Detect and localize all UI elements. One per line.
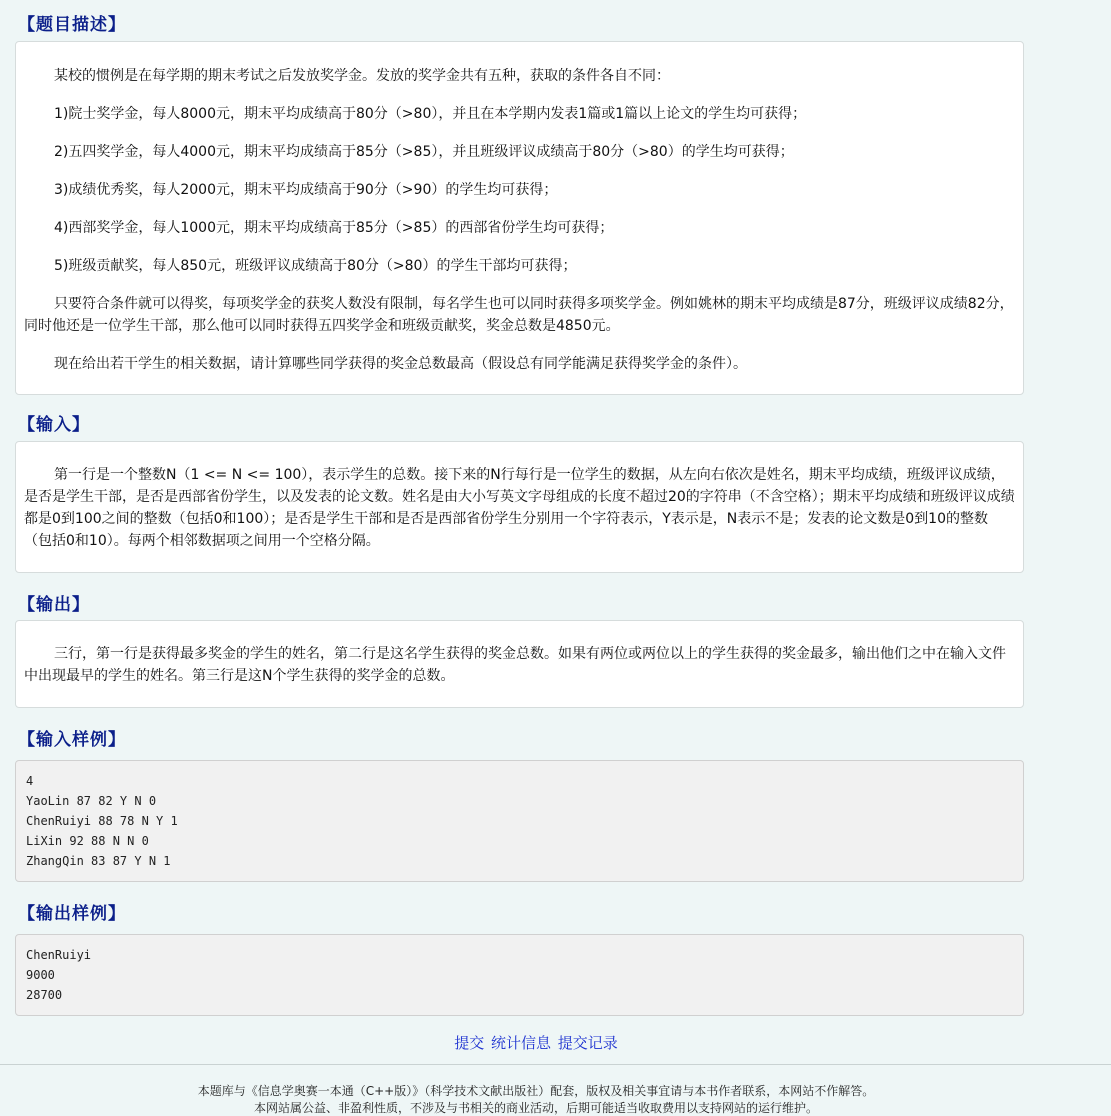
description-paragraph: 3)成绩优秀奖，每人2000元，期末平均成绩高于90分（>90）的学生均可获得； — [54, 182, 558, 198]
sample-input-line: LiXin 92 88 N N 0 — [26, 834, 149, 848]
output-title: 【输出】 — [18, 595, 90, 615]
statistics-link[interactable]: 统计信息 — [490, 1034, 551, 1052]
action-links — [0, 1032, 1072, 1053]
description-paragraph: 2)五四奖学金，每人4000元，期末平均成绩高于85分（>85），并且班级评议成绩高于80分（>80）的学生均可获得； — [54, 144, 794, 160]
description-paragraph: 1)院士奖学金，每人8000元，期末平均成绩高于80分（>80），并且在本学期内发表1篇或1篇以上论文的学生均可获得； — [54, 106, 807, 122]
description-paragraph: 现在给出若干学生的相关数据，请计算哪些同学获得的奖金总数最高（假设总有同学能满足获得奖学金的条件）。 — [54, 356, 747, 372]
description-paragraph: 5)班级贡献奖，每人850元，班级评议成绩高于80分（>80）的学生干部均可获得； — [54, 258, 577, 274]
sample-input-title: 【输入样例】 — [18, 730, 126, 750]
footer-divider — [0, 1064, 1111, 1065]
sample-output-line: ChenRuiyi — [26, 948, 92, 962]
description-paragraph: 4)西部奖学金，每人1000元，期末平均成绩高于85分（>85）的西部省份学生均可获得； — [54, 220, 614, 236]
submit-link[interactable]: 提交 — [454, 1034, 485, 1052]
input-title: 【输入】 — [18, 415, 90, 435]
input-text: 第一行是一个整数N（1 <= N <= 100），表示学生的总数。接下来的N行每行是一位学生的数据，从左向右依次是姓名，期末平均成绩，班级评议成绩，是否是学生干部，是否是西部省份学生，以及发表的论文数。姓名是由大小写英文字母组成的长度不超过20的字符串（不含空格）；期末平均成绩和班级评议成绩都是0到100之间的整数（包括0和100）；是否是学生干部和是否是西部省份学生分别用一个字符表示，Y表示是，N表示不是；发表的论文数是0到10的整数（包括0和10）。每两个相邻数据项之间用一个空格分隔。 — [24, 467, 1015, 549]
input-box — [15, 441, 1024, 573]
sample-output-line: 28700 — [26, 988, 63, 1002]
description-title: 【题目描述】 — [18, 15, 126, 35]
output-text: 三行，第一行是获得最多奖金的学生的姓名，第二行是这名学生获得的奖金总数。如果有两位或两位以上的学生获得的奖金最多，输出他们之中在输入文件中出现最早的学生的姓名。第三行是这N个学生获得的奖学金的总数。 — [24, 646, 1006, 684]
description-paragraph: 只要符合条件就可以得奖，每项奖学金的获奖人数没有限制，每名学生也可以同时获得多项奖学金。例如姚林的期末平均成绩是87分，班级评议成绩82分，同时他还是一位学生干部，那么他可以同时获得五四奖学金和班级贡献奖，奖金总数是4850元。 — [24, 296, 1014, 334]
sample-input-line: ZhangQin 83 87 Y N 1 — [26, 854, 171, 868]
sample-output-line: 9000 — [26, 968, 55, 982]
description-box — [15, 41, 1024, 395]
submission-records-link[interactable]: 提交记录 — [557, 1034, 618, 1052]
sample-input-line: ChenRuiyi 88 78 N Y 1 — [26, 814, 178, 828]
sample-output-title: 【输出样例】 — [18, 904, 126, 924]
sample-input-line: 4 — [26, 774, 34, 788]
output-box — [15, 620, 1024, 708]
footer-line-2: 本网站属公益、非盈利性质，不涉及与书相关的商业活动，后期可能适当收取费用以支持网站的运行维护。 — [253, 1101, 818, 1115]
sample-input-box — [15, 760, 1024, 882]
description-paragraph: 某校的惯例是在每学期的期末考试之后发放奖学金。发放的奖学金共有五种，获取的条件各自不同： — [54, 68, 670, 84]
sample-input-line: YaoLin 87 82 Y N 0 — [26, 794, 157, 808]
sample-output-box — [15, 934, 1024, 1016]
footer-line-1: 本题库与《信息学奥赛一本通（C++版）》（科学技术文献出版社）配套，版权及相关事宜请与本书作者联系，本网站不作解答。 — [197, 1084, 875, 1098]
